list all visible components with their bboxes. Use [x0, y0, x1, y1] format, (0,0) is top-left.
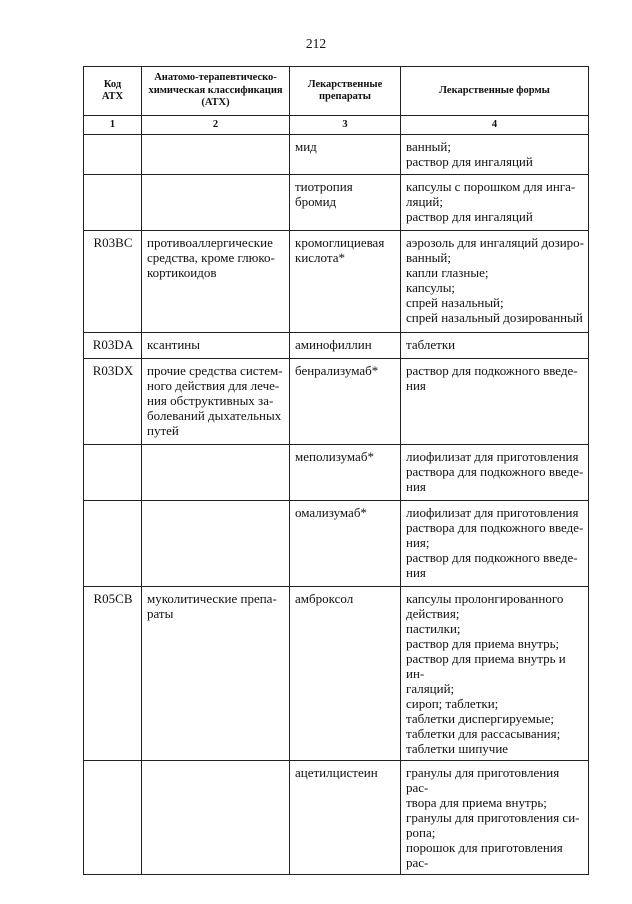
dosage-form-line: твора для приема внутрь;	[406, 795, 547, 810]
column-number-row	[84, 116, 589, 135]
cell-classification	[142, 501, 290, 587]
classification-line: ния обструктивных за-	[147, 393, 274, 408]
column-number: 1	[84, 116, 142, 135]
table-row	[84, 231, 589, 333]
cell-dosage-forms	[401, 359, 589, 445]
dosage-form-line: порошок для приготовления рас-	[406, 840, 563, 870]
cell-classification	[142, 135, 290, 175]
dosage-form-line: таблетки шипучие	[406, 741, 509, 756]
classification-line: муколитические препа-	[147, 591, 277, 606]
cell-dosage-forms	[401, 333, 589, 359]
cell-dosage-forms	[401, 445, 589, 501]
cell-atx-code: R03DA	[84, 333, 142, 359]
dosage-form-line: спрей назальный дозированный	[406, 310, 583, 325]
dosage-form-line: аэрозоль для ингаляций дозиро-	[406, 235, 584, 250]
dosage-form-line: капсулы с порошком для инга-	[406, 179, 576, 194]
drug-line: ацетилцистеин	[295, 765, 378, 780]
table-row	[84, 359, 589, 445]
dosage-form-line: капсулы;	[406, 280, 456, 295]
dosage-form-line: пастилки;	[406, 621, 461, 636]
cell-dosage-forms	[401, 501, 589, 587]
dosage-form-line: таблетки для рассасывания;	[406, 726, 561, 741]
cell-classification	[142, 333, 290, 359]
dosage-form-line: ванный;	[406, 250, 451, 265]
cell-dosage-forms	[401, 761, 589, 875]
dosage-form-line: ния	[406, 378, 426, 393]
header-code-atx-line: АТХ	[101, 91, 124, 102]
header-drugs-line: препараты	[318, 91, 372, 102]
dosage-form-line: капсулы пролонгированного	[406, 591, 564, 606]
header-code-atx-line: Код	[103, 78, 122, 90]
table-row	[84, 333, 589, 359]
header-atx-classification-line: химическая классификация	[148, 84, 283, 96]
table-row	[84, 175, 589, 231]
header-atx-classification-line: (АТХ)	[201, 97, 230, 109]
dosage-form-line: ния	[406, 479, 426, 494]
header-atx-classification-line: Анатомо-терапевтическо-	[154, 72, 277, 84]
dosage-form-line: раствора для подкожного введе-	[406, 520, 584, 535]
cell-atx-code	[84, 135, 142, 175]
dosage-form-line: раствор для приема внутрь и ин-	[406, 651, 566, 681]
cell-drug	[290, 135, 401, 175]
dosage-form-line: сироп; таблетки;	[406, 696, 499, 711]
table-row	[84, 501, 589, 587]
table-row	[84, 761, 589, 875]
drug-line: кислота*	[295, 250, 345, 265]
classification-line: ксантины	[147, 337, 200, 352]
classification-line: противоаллергические	[147, 235, 273, 250]
cell-dosage-forms	[401, 231, 589, 333]
dosage-form-line: капли глазные;	[406, 265, 489, 280]
drug-line: мид	[295, 139, 317, 154]
dosage-form-line: ния;	[406, 535, 430, 550]
dosage-form-line: лиофилизат для приготовления	[406, 449, 579, 464]
dosage-form-line: ляций;	[406, 194, 443, 209]
dosage-form-line: лиофилизат для приготовления	[406, 505, 579, 520]
table-row	[84, 587, 589, 761]
drug-line: тиотропия бромид	[295, 179, 353, 209]
cell-classification	[142, 761, 290, 875]
drug-line: омализумаб*	[295, 505, 367, 520]
dosage-form-line: раствора для подкожного введе-	[406, 464, 584, 479]
cell-dosage-forms	[401, 175, 589, 231]
cell-drug	[290, 501, 401, 587]
drug-line: аминофиллин	[295, 337, 372, 352]
dosage-form-line: раствор для ингаляций	[406, 209, 533, 224]
table-row	[84, 135, 589, 175]
table-body	[84, 135, 589, 875]
dosage-form-line: ропа;	[406, 825, 436, 840]
table-header-row	[84, 67, 589, 116]
dosage-form-line: спрей назальный;	[406, 295, 504, 310]
classification-line: ного действия для лече-	[147, 378, 280, 393]
dosage-form-line: ния	[406, 565, 426, 580]
cell-atx-code: R03BC	[84, 231, 142, 333]
cell-classification	[142, 445, 290, 501]
header-drugs-line: Лекарственные	[307, 78, 383, 90]
drug-line: меполизумаб*	[295, 449, 374, 464]
page-number: 212	[305, 36, 327, 51]
cell-drug	[290, 359, 401, 445]
header-atx-classification	[142, 67, 290, 116]
dosage-form-line: галяций;	[406, 681, 455, 696]
header-drugs	[290, 67, 401, 116]
classification-line: путей	[147, 423, 179, 438]
cell-dosage-forms	[401, 135, 589, 175]
cell-drug	[290, 761, 401, 875]
column-number: 2	[142, 116, 290, 135]
atx-drug-table	[83, 66, 589, 875]
cell-drug	[290, 175, 401, 231]
classification-line: кортикоидов	[147, 265, 217, 280]
dosage-form-line: раствор для подкожного введе-	[406, 363, 578, 378]
dosage-form-line: раствор для подкожного введе-	[406, 550, 578, 565]
cell-atx-code	[84, 501, 142, 587]
cell-dosage-forms	[401, 587, 589, 761]
cell-classification	[142, 359, 290, 445]
header-dosage-forms-line: Лекарственные формы	[439, 84, 550, 96]
cell-atx-code: R03DX	[84, 359, 142, 445]
cell-atx-code	[84, 761, 142, 875]
classification-line: прочие средства систем-	[147, 363, 283, 378]
cell-drug	[290, 587, 401, 761]
table-row	[84, 445, 589, 501]
cell-classification	[142, 231, 290, 333]
column-number: 4	[401, 116, 589, 135]
cell-classification	[142, 175, 290, 231]
classification-line: болеваний дыхательных	[147, 408, 282, 423]
dosage-form-line: гранулы для приготовления си-	[406, 810, 580, 825]
dosage-form-line: гранулы для приготовления рас-	[406, 765, 560, 795]
header-dosage-forms	[401, 67, 589, 116]
cell-atx-code	[84, 175, 142, 231]
cell-drug	[290, 231, 401, 333]
cell-drug	[290, 333, 401, 359]
drug-line: кромоглициевая	[295, 235, 385, 250]
classification-line: средства, кроме глюко-	[147, 250, 275, 265]
dosage-form-line: таблетки	[406, 337, 456, 352]
dosage-form-line: ванный;	[406, 139, 451, 154]
drug-line: амброксол	[295, 591, 354, 606]
drug-line: бенрализумаб*	[295, 363, 379, 378]
dosage-form-line: раствор для ингаляций	[406, 154, 533, 169]
dosage-form-line: действия;	[406, 606, 460, 621]
header-code-atx	[84, 67, 142, 116]
classification-line: раты	[147, 606, 174, 621]
dosage-form-line: раствор для приема внутрь;	[406, 636, 560, 651]
dosage-form-line: таблетки диспергируемые;	[406, 711, 554, 726]
cell-drug	[290, 445, 401, 501]
column-number: 3	[290, 116, 401, 135]
cell-atx-code	[84, 445, 142, 501]
cell-classification	[142, 587, 290, 761]
cell-atx-code: R05CB	[84, 587, 142, 761]
